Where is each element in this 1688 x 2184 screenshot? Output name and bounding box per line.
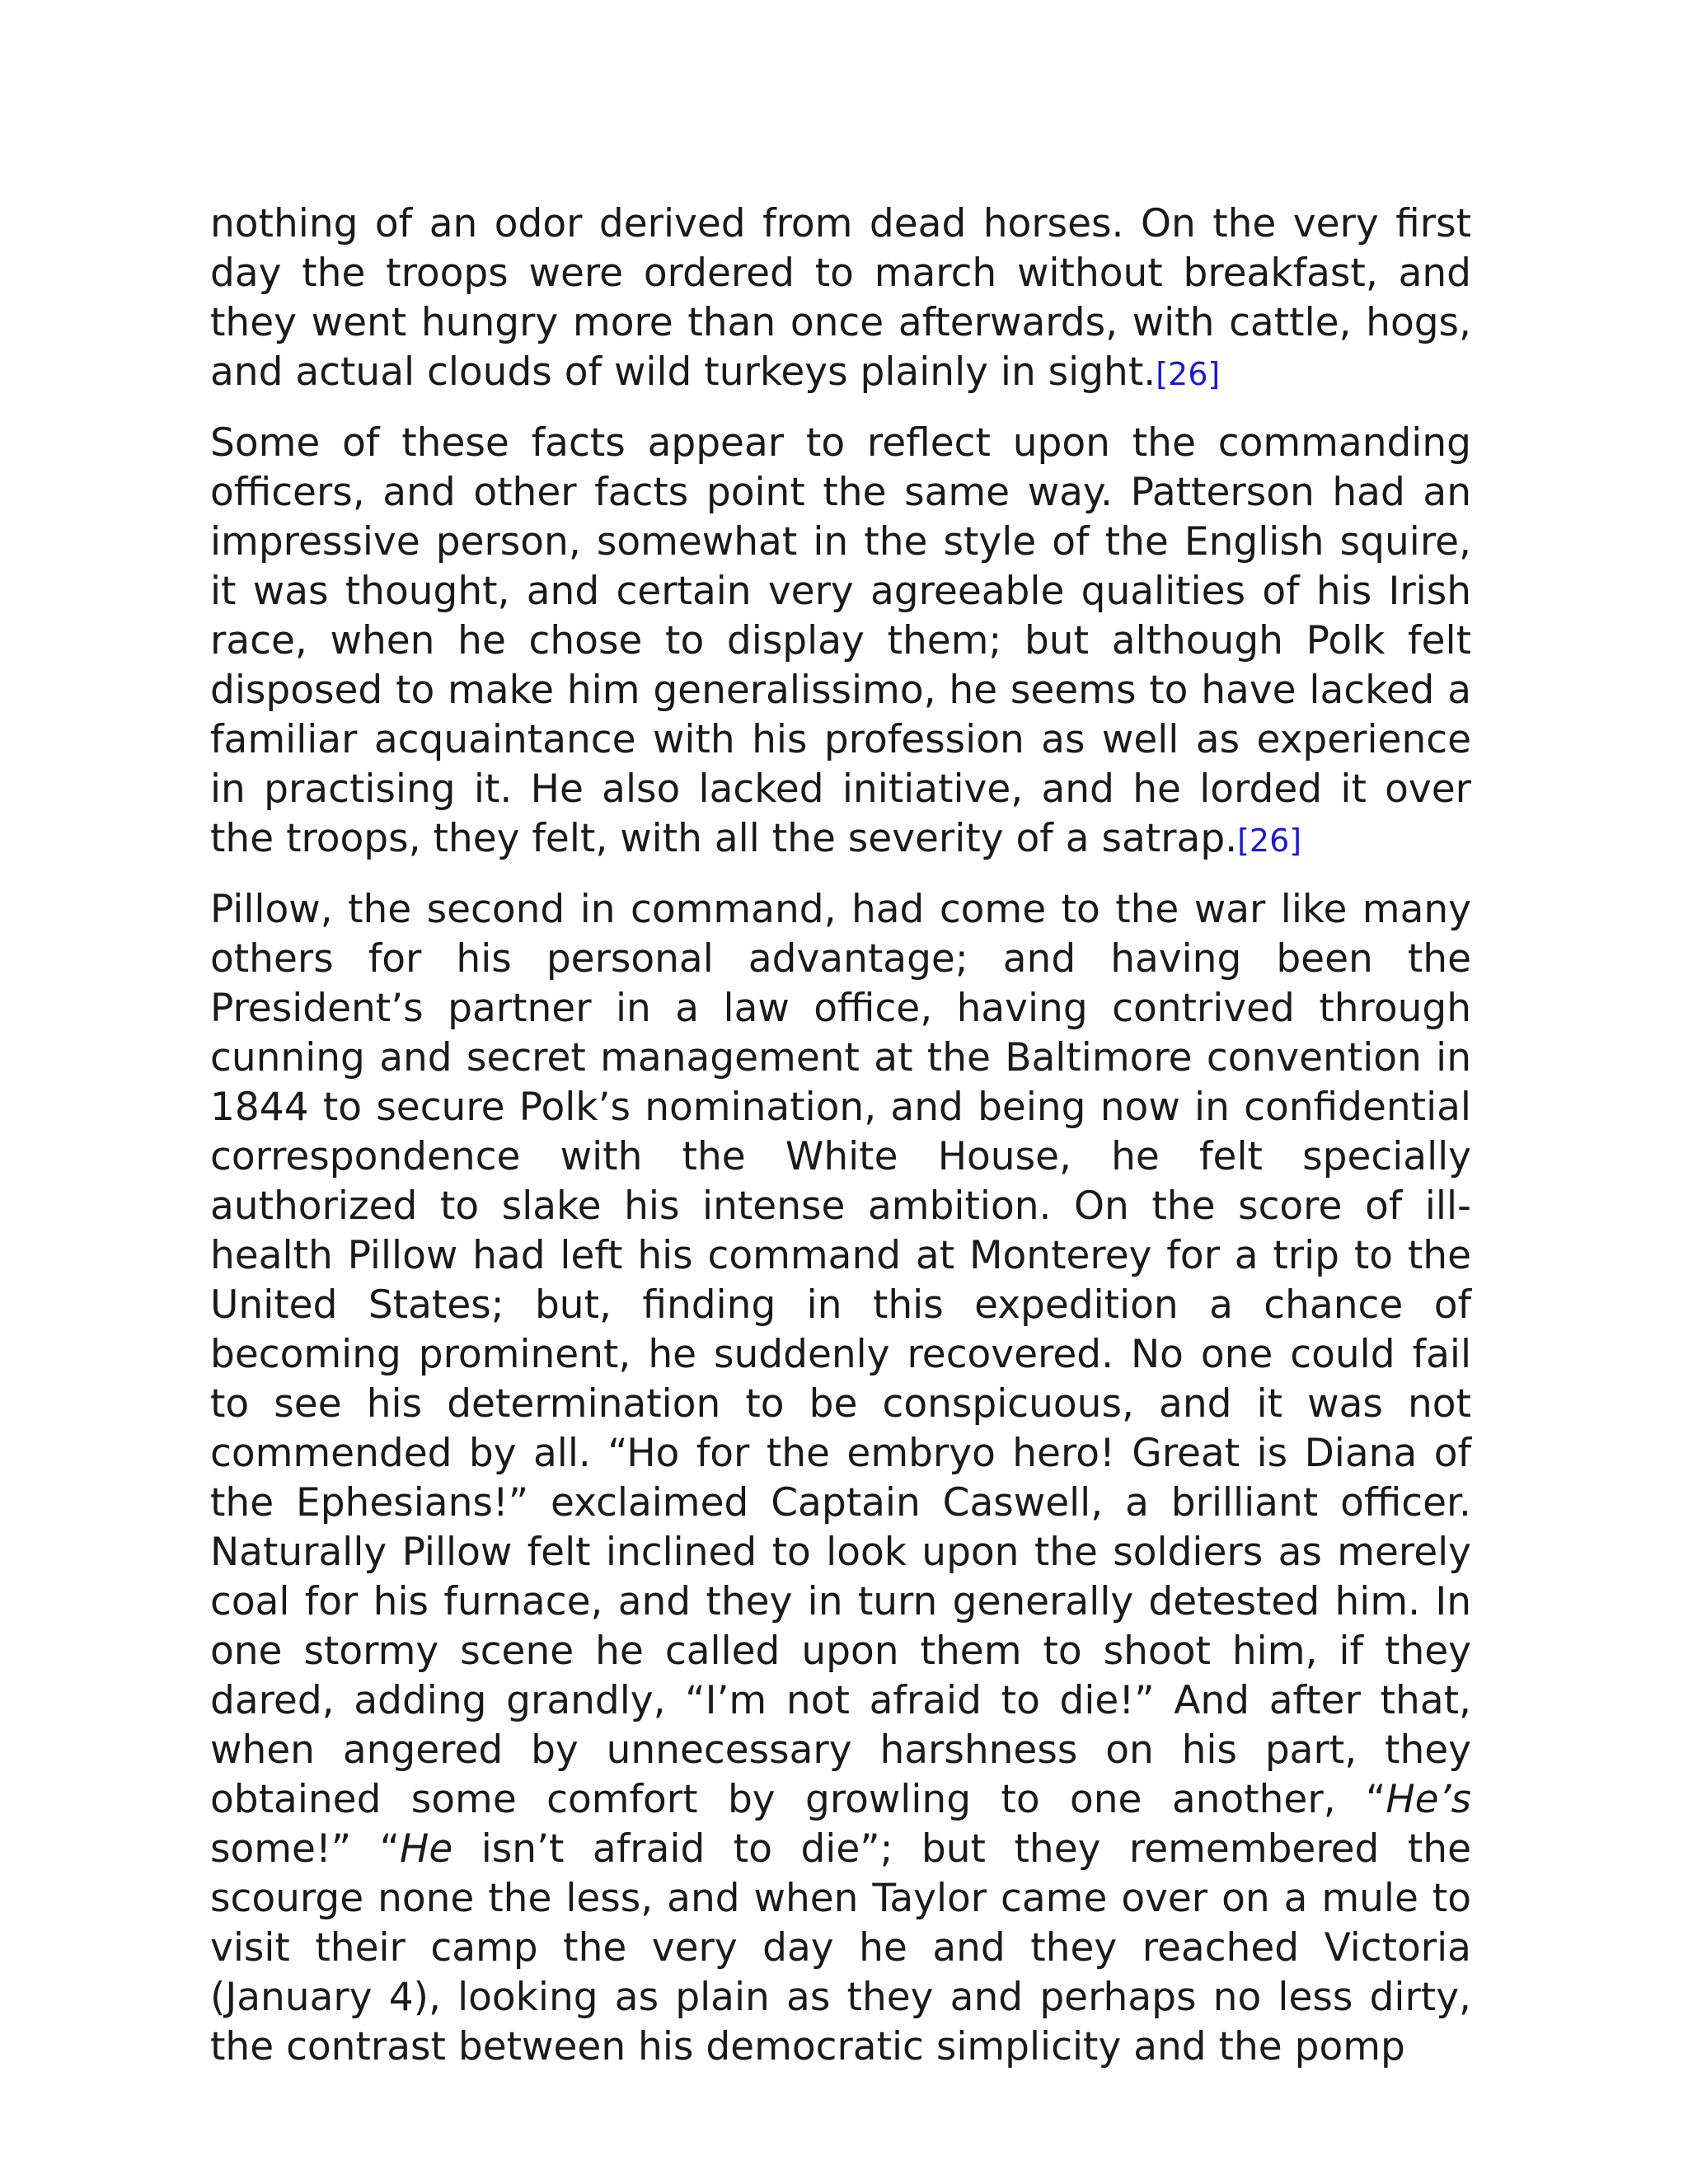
paragraph-text: nothing of an odor derived from dead horses. On the very first day the troops were ordered to march without breakfast, and they went hungry more than once afterwards, with cattle, hogs, and actual clouds of wild turkeys plainly in sight. <box>210 201 1471 395</box>
paragraph-text: some!” “ <box>210 1826 400 1872</box>
paragraph-text: Some of these facts appear to reflect upon the commanding officers, and other facts point the same way. Patterson had an impressive person, somewhat in the style of the English squire, it was thought, and certain very agreeable qualities of his Irish race, when he chose to display them; but although Polk felt disposed to make him generalissimo, he seems to have lacked a familiar acquaintance with his profession as well as experience in practising it. He also lacked initiative, and he lorded it over the troops, they felt, with all the severity of a satrap. <box>210 420 1471 861</box>
paragraph-3 <box>210 885 1471 2072</box>
paragraph-2 <box>210 419 1471 865</box>
paragraph-text: isn’t afraid to die”; but they remembered the scourge none the less, and when Taylor came over on a mule to visit their camp the very day he and they reached Victoria (January 4), looking as plain as they and perhaps no less dirty, the contrast between his democratic simplicity and the pomp <box>210 1826 1472 2069</box>
paragraph-text: Pillow, the second in command, had come to the war like many others for his personal advantage; and having been the President’s partner in a law office, having contrived through cunning and secret management at the Baltimore convention in 1844 to secure Polk’s nomination, and being now in confidential correspondence with the White House, he felt specially authorized to slake his intense ambition. On the score of ill-health Pillow had left his command at Monterey for a trip to the United States; but, finding in this expedition a chance of becoming prominent, he suddenly recovered. No one could fail to see his determination to be conspicuous, and it was not commended by all. “Ho for the embryo hero! Great is Diana of the Ephesians!” exclaimed Captain Caswell, a brilliant officer. Naturally Pillow felt inclined to look upon the soldiers as merely coal for his furnace, and they in turn generally detested him. In one stormy scene he called upon them to shoot him, if they dared, adding grandly, “I’m not afraid to die!” And after that, when angered by unnecessary harshness on his part, they obtained some comfort by growling to one another, “ <box>210 887 1471 1822</box>
footnote-link[interactable]: [26] <box>1237 823 1302 859</box>
emphasis-text: He’s <box>1386 1777 1471 1822</box>
footnote-link[interactable]: [26] <box>1156 356 1221 392</box>
emphasis-text: He <box>399 1826 453 1872</box>
page-body <box>210 199 1471 2092</box>
paragraph-1 <box>210 199 1471 399</box>
